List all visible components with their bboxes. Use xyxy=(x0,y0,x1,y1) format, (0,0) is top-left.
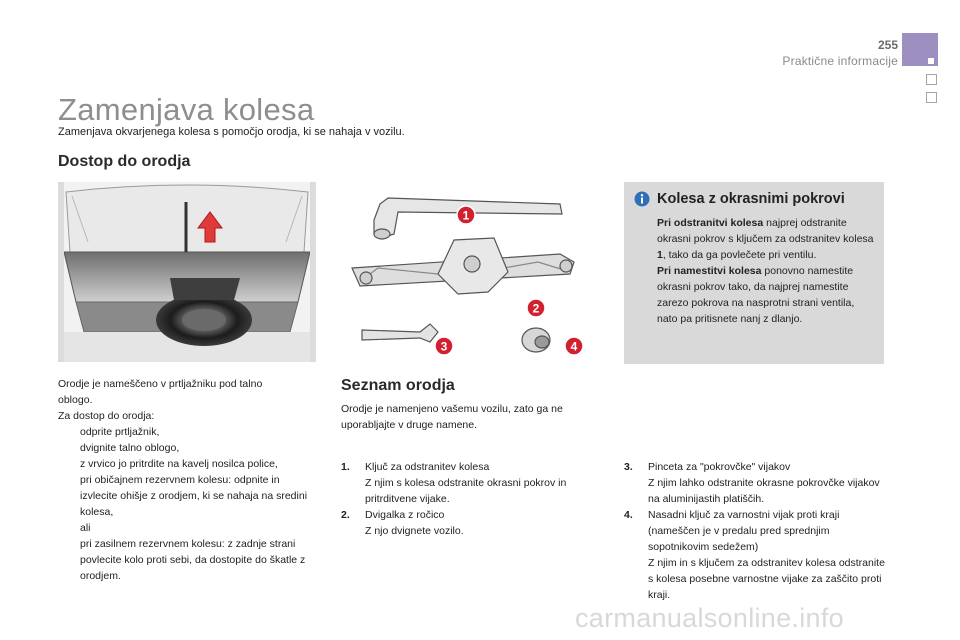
trunk-photo xyxy=(58,182,316,362)
callout-4-marker xyxy=(565,337,583,355)
access-heading: Dostop do orodja xyxy=(58,153,191,170)
tool-item-desc: (nameščen je v predalu pred sprednjim sopotnikovim sedežem) xyxy=(648,525,830,553)
tool-item-number: 3. xyxy=(624,461,633,473)
callout-1-label: 1 xyxy=(462,208,470,223)
tool-item-desc: Z njim in s ključem za odstranitev kolesa odstranite s kolesa posebne varnostne vijake za zaščito proti kraji. xyxy=(648,557,885,601)
access-step xyxy=(58,424,318,440)
tools-illustration xyxy=(338,182,596,362)
tool-list-intro: Orodje je namenjeno vašemu vozilu, zato ga ne uporabljajte v druge namene. xyxy=(341,403,563,431)
access-step-text: dvignite talno oblogo, xyxy=(80,442,180,454)
info-install-text: ponovno namestite okrasni pokrov tako, da najprej namestite zarezo pokrova na nasprotni strani ventila, nato pa pritisnete nanj z dlanjo. xyxy=(657,265,855,325)
info-box-body xyxy=(657,215,875,327)
tool-item xyxy=(624,459,886,507)
access-step xyxy=(58,536,318,584)
section-tab[interactable] xyxy=(926,74,937,85)
section-tab-active[interactable] xyxy=(902,33,938,66)
access-intro-line: oblogo. xyxy=(58,394,93,406)
page-number: 255 xyxy=(877,38,898,52)
info-icon xyxy=(634,191,650,207)
tool-item-name: Ključ za odstranitev kolesa xyxy=(365,461,490,473)
page-title: Zamenjava kolesa xyxy=(58,92,315,127)
access-step-text: odprite prtljažnik, xyxy=(80,426,160,438)
tool-item-name: Pinceta za "pokrovčke" vijakov xyxy=(648,461,791,473)
access-steps xyxy=(58,424,318,520)
info-removal-tool-number: 1 xyxy=(657,249,663,261)
callout-3-marker xyxy=(435,337,453,355)
tool-item-desc: Z njo dvignete vozilo. xyxy=(365,525,464,537)
tool-item-number: 1. xyxy=(341,461,350,473)
access-steps-alt xyxy=(58,536,318,584)
tool-item-desc: Z njim s kolesa odstranite okrasni pokrov in pritrditvene vijake. xyxy=(365,477,567,505)
info-box-title: Kolesa z okrasnimi pokrovi xyxy=(657,191,845,207)
or-connector: ali xyxy=(80,522,91,534)
active-tab-marker xyxy=(928,58,934,64)
callout-2-marker xyxy=(527,299,545,317)
tool-item-number: 4. xyxy=(624,509,633,521)
tool-item xyxy=(341,507,607,539)
callout-2-label: 2 xyxy=(532,301,540,316)
tool-list-heading: Seznam orodja xyxy=(341,377,455,394)
tool-item-number: 2. xyxy=(341,509,350,521)
tool-item xyxy=(624,507,886,603)
access-step xyxy=(58,472,318,520)
access-step-text: pri zasilnem rezervnem kolesu: z zadnje strani povlecite kolo proti sebi, da dostopite do škatle z orodjem. xyxy=(80,538,306,582)
info-box xyxy=(624,182,884,364)
access-step xyxy=(58,456,318,472)
info-removal-label: Pri odstranitvi kolesa xyxy=(657,217,764,229)
tool-list-left xyxy=(341,459,607,539)
callout-3-label: 3 xyxy=(440,339,448,354)
tool-item-desc: Z njim lahko odstranite okrasne pokrovčke vijakov na aluminijastih platiščih. xyxy=(648,477,880,505)
tool-item-name: Nasadni ključ za varnostni vijak proti kraji xyxy=(648,509,840,521)
access-step xyxy=(58,440,318,456)
access-intro-line: Orodje je nameščeno v prtljažniku pod talno xyxy=(58,378,263,390)
callout-4-label: 4 xyxy=(570,339,578,354)
tool-item-name: Dvigalka z ročico xyxy=(365,509,445,521)
info-removal-text-b: , tako da ga povlečete pri ventilu. xyxy=(662,249,817,261)
watermark: carmanualsonline.info xyxy=(575,603,844,633)
section-tab[interactable] xyxy=(926,92,937,103)
access-step-text: z vrvico jo pritrdite na kavelj nosilca police, xyxy=(80,458,278,470)
info-install-label: Pri namestitvi kolesa xyxy=(657,265,762,277)
access-instructions xyxy=(58,376,318,584)
tool-list-right xyxy=(624,459,886,603)
page-subtitle: Zamenjava okvarjenega kolesa s pomočjo orodja, ki se nahaja v vozilu. xyxy=(58,126,405,138)
tool-item xyxy=(341,459,607,507)
access-intro-line: Za dostop do orodja: xyxy=(58,410,155,422)
section-label: Praktične informacije xyxy=(782,54,898,68)
callout-1-marker xyxy=(457,206,475,224)
info-removal-text-a: najprej odstranite okrasni pokrov s ključem za odstranitev kolesa xyxy=(657,217,874,245)
access-step-text: pri običajnem rezervnem kolesu: odpnite in izvlecite ohišje z orodjem, ki se nahaja na sredini kolesa, xyxy=(80,474,308,518)
